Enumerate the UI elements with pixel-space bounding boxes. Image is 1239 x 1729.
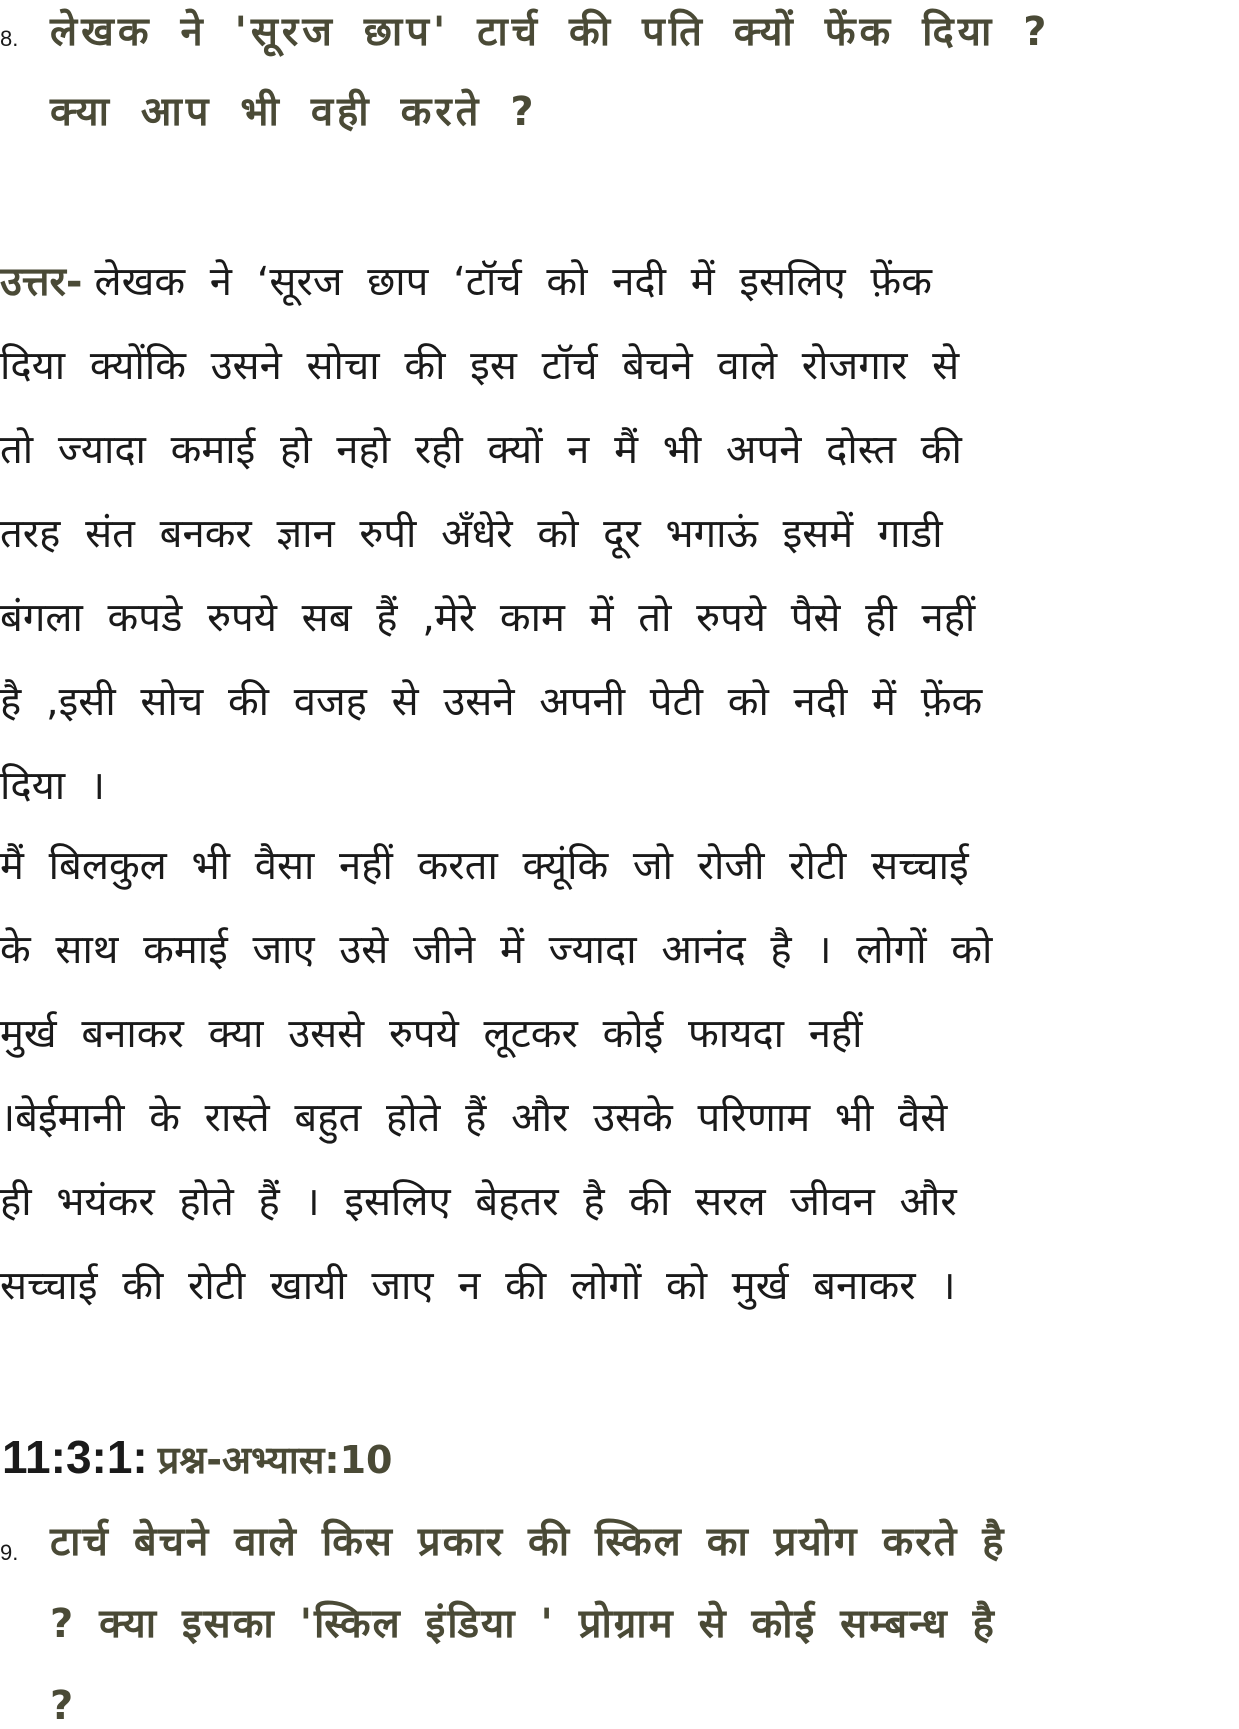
answer-line: तरह संत बनकर ज्ञान रुपी अँधेरे को दूर भगाऊं इसमें गाडी [0, 511, 943, 557]
question-number: 8. [0, 26, 19, 51]
answer-line: तो ज्यादा कमाई हो नहो रही क्यों न मैं भी अपने दोस्त की [0, 427, 962, 473]
answer-text: लेखक ने ‘सूरज छाप ‘टॉर्च को नदी में इसलिए फ़ेंक [94, 259, 932, 305]
section-title: प्रश्न-अभ्यास:10 [157, 1438, 393, 1482]
question-line: क्या आप भी वही करते ? [50, 89, 538, 135]
answer-line: है ,इसी सोच की वजह से उसने अपनी पेटी को नदी में फ़ेंक [0, 679, 983, 725]
answer-line: दिया । [0, 763, 106, 809]
question-line: ? क्या इसका 'स्किल इंडिया ' प्रोग्राम से कोई सम्बन्ध है [50, 1601, 996, 1647]
section-code: 11:3:1: [2, 1431, 148, 1483]
question-line: लेखक ने 'सूरज छाप' टार्च की पति क्यों फेंक दिया ? [50, 9, 1051, 55]
answer-line: मैं बिलकुल भी वैसा नहीं करता क्यूंकि जो रोजी रोटी सच्चाई [0, 843, 969, 889]
answer-line [0, 259, 1230, 305]
answer-line: दिया क्योंकि उसने सोचा की इस टॉर्च बेचने वाले रोजगार से [0, 343, 960, 389]
question-line: ? [50, 1683, 78, 1729]
question-line: टार्च बेचने वाले किस प्रकार की स्किल का प्रयोग करते है [50, 1519, 1006, 1565]
section-heading [2, 1431, 393, 1483]
answer-line: सच्चाई की रोटी खायी जाए न की लोगों को मुर्ख बनाकर । [0, 1263, 956, 1309]
answer-line: के साथ कमाई जाए उसे जीने में ज्यादा आनंद है । लोगों को [0, 927, 993, 973]
answer-line: बंगला कपडे रुपये सब हैं ,मेरे काम में तो रुपये पैसे ही नहीं [0, 595, 976, 641]
answer-line: ही भयंकर होते हैं । इसलिए बेहतर है की सरल जीवन और [0, 1179, 957, 1225]
answer-label: उत्तर- [0, 259, 83, 305]
answer-line: ।बेईमानी के रास्ते बहुत होते हैं और उसके परिणाम भी वैसे [0, 1095, 948, 1141]
answer-line: मुर्ख बनाकर क्या उससे रुपये लूटकर कोई फायदा नहीं [0, 1011, 863, 1057]
question-number: 9. [0, 1540, 19, 1565]
